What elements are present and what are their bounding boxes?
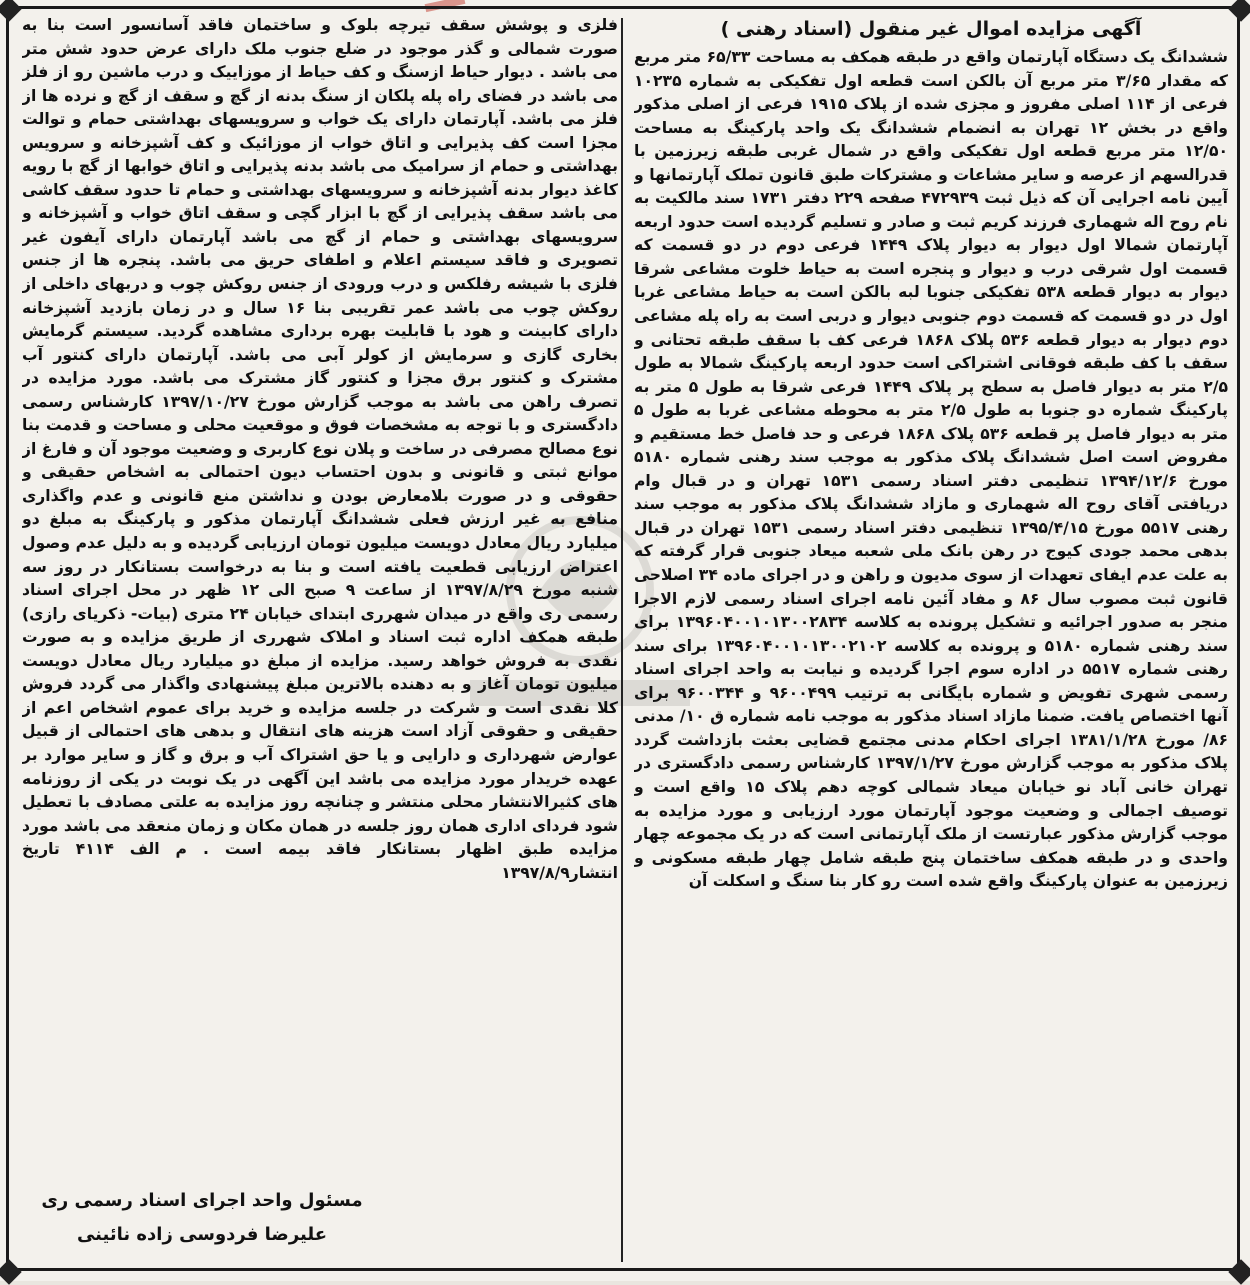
signature-block [22, 1184, 382, 1252]
notice-left-column [22, 14, 618, 1262]
notice-right-column [634, 14, 1228, 1262]
notice-body-right: ششدانگ یک دستگاه آپارتمان واقع در طبقه همکف به مساحت ۶۵/۳۳ متر مربع که مقدار ۳/۶۵ متر مربع آن بالکن است قطعه اول تفکیکی به شماره ۱۰۲۳۵ فرعی از ۱۱۴ اصلی مفروز و مجزی شده از پلاک ۱۹۱۵ فرعی از اصلی مذکور واقع در بخش ۱۲ تهران به انضمام ششدانگ یک واحد پارکینگ به مساحت ۱۲/۵۰ متر مربع قطعه اول تفکیکی واقع در شمال غربی طبقه زیرزمین با قدرالسهم از عرصه و سایر مشاعات و مشترکات طبق قانون تملک آپارتمانها و آیین نامه اجرایی آن که ذیل ثبت ۴۷۲۹۳۹ صفحه ۲۲۹ دفتر ۱۷۳۱ سند مالکیت به نام روح اله شهماری فرزند کریم ثبت و صادر و تسلیم گردیده است حدود اربعه آپارتمان شمالا اول دیوار به دیوار پلاک ۱۴۴۹ فرعی دوم در دو قسمت که قسمت اول شرقی درب و دیوار و پنجره است به حیاط خلوت مشاعی شرقا دیوار به دیوار قطعه ۵۳۸ تفکیکی جنوبا لبه بالکن است به حیاط مشاعی غربا اول در دو قسمت که قسمت دوم جنوبی دیوار و دربی است به راه پله مشاعی دوم دیوار به دیوار قطعه ۵۳۶ پلاک ۱۸۶۸ فرعی کف با سقف طبقه تحتانی و سقف با کف طبقه فوقانی اشتراکی است حدود اربعه پارکینگ شمالا به طول ۲/۵ متر به دیوار فاصل به سطح پر پلاک ۱۴۴۹ فرعی شرقا به طول ۵ متر به پارکینگ شماره دو جنوبا به طول ۲/۵ متر به محوطه مشاعی غربا به طول ۵ متر به دیوار فاصل پر قطعه ۵۳۶ پلاک ۱۸۶۸ فرعی و حد فاصل خط مستقیم و مفروض است اصل ششدانگ پلاک مذکور به موجب سند رهنی شماره ۵۱۸۰ مورخ ۱۳۹۴/۱۲/۶ تنظیمی دفتر اسناد رسمی ۱۵۳۱ تهران و در قبال وام دریافتی آقای روح اله شهماری و مازاد ششدانگ پلاک مذکور به موجب سند رهنی ۵۵۱۷ مورخ ۱۳۹۵/۴/۱۵ تنظیمی دفتر اسناد رسمی ۱۵۳۱ تهران در قبال بدهی محمد جودی کیوج در رهن بانک ملی شعبه میعاد جنوبی قرار گرفته که به علت عدم ایفای تعهدات از سوی مدیون و راهن و در اجرای ماده ۳۴ اصلاحی قانون ثبت مصوب سال ۸۶ و مفاد آئین نامه اجرای اسناد رسمی لازم الاجرا منجر به صدور اجرائیه و تشکیل پرونده به کلاسه ۱۳۹۶۰۴۰۰۱۰۱۳۰۰۲۸۳۴ برای سند رهنی شماره ۵۱۸۰ و پرونده به کلاسه ۱۳۹۶۰۴۰۰۱۰۱۳۰۰۲۱۰۲ برای سند رهنی شماره ۵۵۱۷ در اداره سوم اجرا گردیده و نیابت به واحد اجرای اسناد رسمی شهری تفویض و شماره بایگانی به ترتیب ۹۶۰۰۴۹۹ و ۹۶۰۰۳۴۴ برای آنها اختصاص یافت. ضمنا مازاد اسناد مذکور به موجب نامه شماره ق ۱۰/ مدنی ۸۶/ مورخ ۱۳۸۱/۱/۲۸ اجرای احکام مدنی مجتمع قضایی بعثت بازداشت گردد پلاک مذکور به موجب گزارش مورخ ۱۳۹۷/۱/۲۷ کارشناس رسمی دادگستری در تهران خانی آباد نو خیابان میعاد شمالی کوچه دهم پلاک ۱۵ واقع است و توصیف اجمالی و وضعیت موجود آپارتمان مورد ارزیابی و مورد مزایده به موجب گزارش مذکور عبارتست از ملک آپارتمانی است که در یک مجموعه چهار واحدی و در طبقه همکف ساختمان پنج طبقه شامل چهار طبقه مسکونی و زیرزمین به عنوان پارکینگ واقع شده است رو کار بنا سنگ و اسکلت آن [634, 48, 1228, 891]
notice-body-left: فلزی و پوشش سقف تیرچه بلوک و ساختمان فاقد آسانسور است بنا به صورت شمالی و گذر موجود در ضلع جنوب ملک دارای عرض حدود شش متر می باشد . دیوار حیاط ازسنگ و کف حیاط از موزاییک و درب ماشین رو از فلز می باشد در فضای راه پله پلکان از سنگ بدنه از گچ و سقف از گچ و نرده ها از فلز می باشد. آپارتمان دارای یک خواب و سرویسهای بهداشتی حمام و توالت مجزا است کف پذیرایی و اتاق خواب از موزائیک و کف آشپزخانه و سرویس بهداشتی و حمام از سرامیک می باشد بدنه پذیرایی و اتاق خوابها از گچ با رویه کاغذ دیوار بدنه آشپزخانه و سرویسهای بهداشتی و حمام تا حدود سقف کاشی می باشد سقف پذیرایی از گچ با ابزار گچی و سقف اتاق خواب و آشپزخانه و سرویسهای بهداشتی و حمام از گچ می باشد آپارتمان دارای آیفون غیر تصویری و فاقد سیستم اعلام و اطفای حریق می باشد. پنجره ها از جنس فلزی با شیشه رفلکس و درب ورودی از جنس روکش چوب و دربهای داخلی از روکش چوب می باشد عمر تقریبی بنا ۱۶ سال و در زمان بازدید آشپزخانه دارای کابینت و هود با قابلیت بهره برداری مشاهده گردید. سیستم گرمایش بخاری گازی و سرمایش از کولر آبی می باشد. آپارتمان دارای کنتور آب مشترک و کنتور برق مجزا و کنتور گاز مشترک می باشد. مورد مزایده در تصرف راهن می باشد به موجب گزارش مورخ ۱۳۹۷/۱۰/۲۷ کارشناس رسمی دادگستری و با توجه به مشخصات فوق و موقعیت محلی و مساحت و قدمت بنا نوع مصالح مصرفی در ساخت و پلان نوع کاربری و وضعیت موجود آن و فارغ از موانع ثبتی و قانونی و بدون احتساب دیون احتمالی به اشخاص حقیقی و حقوقی و در صورت بلامعارض بودن و نداشتن منع قانونی و عدم واگذاری منافع به غیر ارزش فعلی ششدانگ آپارتمان مذکور و پارکینگ به مبلغ دو میلیارد ریال معادل دویست میلیون تومان ارزیابی گردیده و به دلیل عدم وصول اعتراض ارزیابی قطعیت یافته است و بنا به درخواست بستانکار در روز سه شنبه مورخ ۱۳۹۷/۸/۲۹ از ساعت ۹ صبح الی ۱۲ ظهر در محل اجرای اسناد رسمی ری واقع در میدان شهرری ابتدای خیابان ۲۴ متری (بیات- ذکریای رازی) طبقه همکف اداره ثبت اسناد و املاک شهرری از طریق مزایده و به صورت نقدی به فروش خواهد رسید. مزایده از مبلغ دو میلیارد ریال معادل دویست میلیون تومان آغاز و به دهنده بالاترین مبلغ پیشنهادی واگذار می گردد فروش کلا نقدی است و شرکت در جلسه مزایده و خرید برای عموم اشخاص اعم از حقیقی و حقوقی آزاد است هزینه های انتقال و بدهی های احتمالی از قبیل عوارض شهرداری و دارایی و یا حق اشتراک آب و برق و گاز و سایر موارد بر عهده خریدار مورد مزایده می باشد این آگهی در یک نوبت در یکی از روزنامه های کثیرالانتشار محلی منتشر و چنانچه روز مزایده به علتی مصادف با تعطیل شود فردای اداری همان روز جلسه در همان مکان و زمان منعقد می باشد مورد مزایده طبق اظهار بستانکار فاقد بیمه است . م الف ۴۱۱۴ تاریخ انتشار۱۳۹۷/۸/۹ [22, 16, 618, 882]
column-divider [621, 18, 623, 1262]
signature-title: مسئول واحد اجرای اسناد رسمی ری [41, 1190, 363, 1211]
notice-title: آگهی مزایده اموال غیر منقول (اسناد رهنی ) [720, 18, 1142, 40]
signature-name: علیرضا فردوسی زاده نائینی [76, 1224, 328, 1245]
